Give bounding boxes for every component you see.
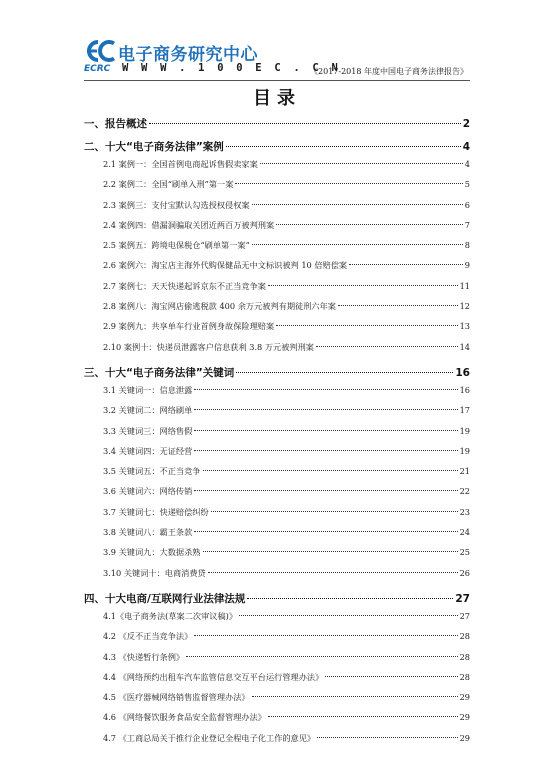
- toc-section-entry[interactable]: [84, 159, 470, 179]
- toc-leader-dots: [186, 656, 457, 657]
- toc-leader-dots: [276, 224, 463, 225]
- toc-leader-dots: [349, 264, 463, 265]
- toc-chapter-entry[interactable]: [84, 365, 470, 385]
- toc-chapter-label: 四、十大电商/互联网行业法律法规: [84, 592, 246, 605]
- toc-leader-dots: [208, 572, 458, 573]
- toc-leader-dots: [316, 346, 458, 347]
- toc-leader-dots: [194, 635, 457, 636]
- toc-leader-dots: [239, 615, 458, 616]
- toc-section-entry[interactable]: [84, 652, 470, 672]
- toc-section-label: 2.8 案例八：淘宝网店偷逃税款 400 余万元被判有期徒刑六年案: [103, 301, 336, 312]
- toc-section-entry[interactable]: [84, 405, 470, 425]
- toc-page-number: 25: [459, 547, 470, 558]
- toc-section-entry[interactable]: [84, 712, 470, 732]
- toc-page-number: 9: [464, 260, 470, 271]
- toc-page-number: 24: [459, 527, 470, 538]
- toc-page-number: 23: [459, 506, 470, 517]
- toc-page-number: 28: [459, 671, 470, 682]
- toc-section-entry[interactable]: [84, 547, 470, 567]
- page-header: [0, 0, 554, 82]
- toc-section-entry[interactable]: [84, 342, 470, 362]
- toc-page-number: 16: [455, 366, 470, 379]
- toc-page-number: 4: [462, 141, 470, 153]
- toc-chapter-entry[interactable]: [84, 116, 470, 136]
- toc-section-label: 2.3 案例三：支付宝默认勾选授权侵权案: [103, 199, 250, 210]
- report-name: 《2017-2018 年度中国电子商务法律报告》: [310, 67, 468, 76]
- toc-section-label: 3.9 关键词九：大数据杀熟: [103, 547, 201, 558]
- toc-section-label: 3.8 关键词八：霸王条款: [103, 527, 193, 538]
- toc-page-number: 6: [464, 199, 470, 210]
- toc-page-number: 16: [459, 384, 470, 395]
- toc-section-label: 3.5 关键词五：不正当竞争: [103, 466, 201, 477]
- toc-section-label: 3.6 关键词六：网络传销: [103, 486, 193, 497]
- header-divider: [84, 80, 470, 81]
- toc-leader-dots: [236, 372, 453, 373]
- toc-section-label: 3.10 关键词十：电商消费贷: [103, 567, 206, 578]
- toc-section-entry[interactable]: [84, 527, 470, 547]
- logo-abbreviation: ECRC: [84, 64, 111, 74]
- toc-section-entry[interactable]: [84, 466, 470, 486]
- toc-section-entry[interactable]: [84, 568, 470, 588]
- toc-leader-dots: [338, 305, 458, 306]
- toc-leader-dots: [317, 737, 457, 738]
- toc-leader-dots: [211, 511, 458, 512]
- toc-page-number: 4: [464, 159, 470, 169]
- toc-section-label: 2.10 案例十：快递员泄露客户信息获利 3.8 万元被判刑案: [103, 341, 314, 352]
- toc-section-entry[interactable]: [84, 611, 470, 631]
- toc-page-number: 21: [459, 466, 470, 477]
- toc-section-entry[interactable]: [84, 200, 470, 220]
- toc-section-entry[interactable]: [84, 733, 470, 753]
- toc-page-number: 7: [464, 219, 470, 230]
- toc-section-label: 4.5 《医疗器械网络销售监督管理办法》: [103, 692, 250, 703]
- toc-leader-dots: [194, 430, 457, 431]
- toc-section-entry[interactable]: [84, 631, 470, 651]
- toc-page-number: 13: [459, 321, 470, 332]
- toc-leader-dots: [203, 551, 458, 552]
- toc-section-entry[interactable]: [84, 301, 470, 321]
- toc-page-number: 5: [464, 179, 470, 190]
- toc-page-number: 27: [459, 610, 470, 621]
- toc-page-number: 12: [459, 301, 470, 312]
- toc-page-number: 26: [459, 567, 470, 578]
- toc-section-label: 2.4 案例四：借漏洞骗取关团近两百万被判刑案: [103, 219, 275, 230]
- toc-leader-dots: [194, 531, 457, 532]
- toc-chapter-label: 二、十大“电子商务法律”案例: [84, 141, 224, 153]
- toc-chapter-entry[interactable]: [84, 591, 470, 611]
- toc-page-number: 2: [462, 118, 470, 130]
- toc-leader-dots: [276, 325, 457, 326]
- toc-leader-dots: [194, 409, 457, 410]
- toc-section-label: 3.3 关键词三：网络售假: [103, 425, 193, 436]
- toc-page-number: 28: [459, 631, 470, 642]
- toc-leader-dots: [194, 389, 457, 390]
- toc-section-entry[interactable]: [84, 220, 470, 240]
- toc-section-label: 2.1 案例一：全国首例电商起诉售假卖家案: [103, 159, 258, 169]
- toc-title: 目录: [253, 88, 301, 109]
- toc-page-number: 19: [459, 445, 470, 456]
- toc-section-entry[interactable]: [84, 507, 470, 527]
- toc-section-entry[interactable]: [84, 281, 470, 301]
- toc-leader-dots: [149, 123, 461, 124]
- toc-section-label: 4.4 《网络预约出租车汽车监管信息交互平台运行管理办法》: [103, 671, 324, 682]
- toc-leader-dots: [252, 696, 458, 697]
- toc-section-label: 3.4 关键词四：无证经营: [103, 445, 193, 456]
- toc-leader-dots: [260, 163, 463, 164]
- toc-page-number: 8: [464, 240, 470, 251]
- toc-section-label: 2.6 案例六：淘宝店主海外代购保健品无中文标识被判 10 倍赔偿案: [103, 260, 348, 271]
- toc-section-entry[interactable]: [84, 692, 470, 712]
- toc-section-label: 3.7 关键词七：快递赔偿纠纷: [103, 506, 209, 517]
- toc-leader-dots: [252, 244, 463, 245]
- toc-section-entry[interactable]: [84, 321, 470, 341]
- toc-page-number: 27: [455, 592, 470, 605]
- toc-leader-dots: [247, 598, 453, 599]
- toc-page-number: 29: [459, 692, 470, 703]
- toc-section-label: 2.2 案例二：全国“刷单入刑”第一案: [103, 179, 234, 190]
- toc-page-number: 29: [459, 732, 470, 743]
- toc-leader-dots: [252, 204, 463, 205]
- toc-leader-dots: [203, 470, 458, 471]
- toc-section-entry[interactable]: [84, 486, 470, 506]
- toc-page-number: 17: [459, 405, 470, 416]
- logo-url: W W W . 1 0 0 E C . C N: [122, 62, 341, 74]
- toc-section-label: 4.1《电子商务法(草案二次审议稿)》: [103, 610, 238, 621]
- toc-leader-dots: [194, 490, 457, 491]
- toc-chapter-entry[interactable]: [84, 139, 470, 159]
- toc-page-number: 11: [459, 280, 470, 291]
- toc-section-label: 2.5 案例五：跨境电保税仓“刷单第一案”: [103, 240, 250, 251]
- toc-page-number: 14: [459, 341, 470, 352]
- toc-chapter-label: 一、报告概述: [84, 118, 147, 130]
- toc-section-entry[interactable]: [84, 260, 470, 280]
- toc-section-entry[interactable]: [84, 179, 470, 199]
- toc-section-label: 2.9 案例九：共享单车行业首例身故保险理赔案: [103, 321, 275, 332]
- toc-section-label: 4.3 《快递暂行条例》: [103, 651, 185, 662]
- toc-page-number: 28: [459, 651, 470, 662]
- toc-leader-dots: [325, 676, 457, 677]
- toc-section-label: 4.2 《反不正当竞争法》: [103, 631, 193, 642]
- toc-section-label: 4.6 《网络餐饮服务食品安全监督管理办法》: [103, 712, 266, 723]
- toc-page-number: 19: [459, 425, 470, 436]
- logo-title: 电子商务研究中心: [118, 45, 258, 65]
- toc-section-entry[interactable]: [84, 385, 470, 405]
- ecrc-logo-icon: [84, 40, 120, 62]
- toc-leader-dots: [268, 285, 458, 286]
- toc-section-entry[interactable]: [84, 672, 470, 692]
- toc-section-label: 3.2 关键词二：网络刷单: [103, 405, 193, 416]
- toc-section-entry[interactable]: [84, 240, 470, 260]
- toc-section-entry[interactable]: [84, 426, 470, 446]
- toc-leader-dots: [194, 450, 457, 451]
- toc-page-number: 22: [459, 486, 470, 497]
- toc-leader-dots: [235, 183, 462, 184]
- toc-leader-dots: [226, 146, 461, 147]
- toc-section-label: 2.7 案例七：天天快递起诉京东不正当竞争案: [103, 280, 266, 291]
- toc-page-number: 29: [459, 712, 470, 723]
- toc-leader-dots: [268, 716, 458, 717]
- toc-section-label: 4.7 《工商总局关于推行企业登记全程电子化工作的意见》: [103, 732, 316, 743]
- toc-section-entry[interactable]: [84, 446, 470, 466]
- toc-chapter-label: 三、十大“电子商务法律”关键词: [84, 366, 235, 379]
- toc-section-label: 3.1 关键词一：信息泄露: [103, 384, 193, 395]
- table-of-contents: [84, 116, 470, 753]
